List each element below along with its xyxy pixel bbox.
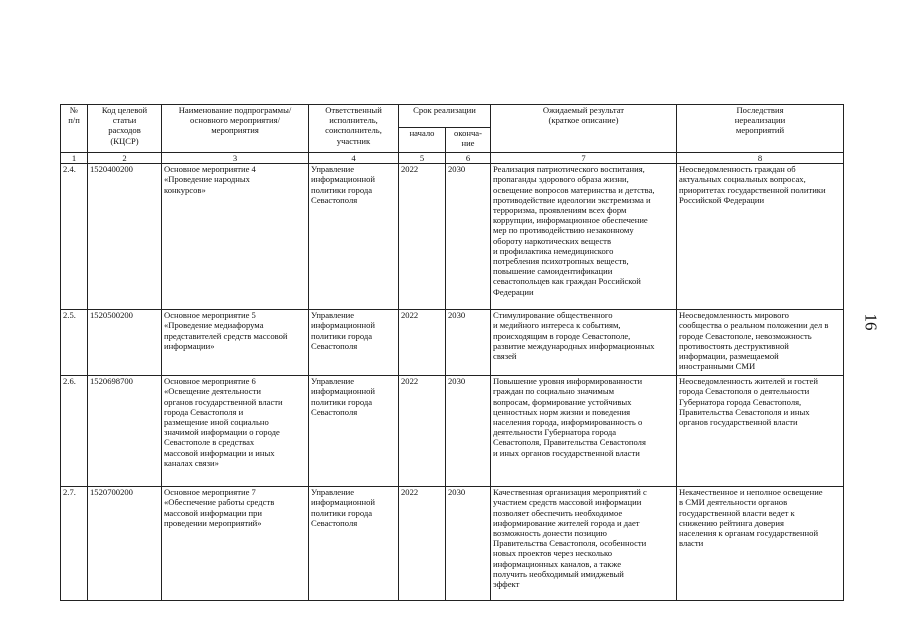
row-start: 2022 [399, 376, 446, 487]
row-consequences: Некачественное и неполное освещение в СМИ деятельности органов государственной власти ведет к снижению рейтинга доверия населения к органам государственной власти [677, 487, 844, 601]
row-responsible: Управление информационной политики города Севастополя [309, 164, 399, 310]
column-number: 2 [88, 153, 162, 164]
column-number-row [61, 153, 844, 164]
row-code: 1520500200 [88, 310, 162, 376]
row-num: 2.5. [61, 310, 88, 376]
header-result: Ожидаемый результат (краткое описание) [491, 105, 677, 153]
table-row [61, 376, 844, 487]
row-responsible: Управление информационной политики города Севастополя [309, 310, 399, 376]
column-number: 7 [491, 153, 677, 164]
header-name: Наименование подпрограммы/ основного мероприятия/ мероприятия [162, 105, 309, 153]
row-result: Повышение уровня информированности граждан по социально значимым вопросам, формирование устойчивых ценностных норм жизни и поведения населения города, информированность о деятельности Губернатора города Севастополя, Правительства Севастополя и иных органов государственной власти [491, 376, 677, 487]
row-name: Основное мероприятие 4 «Проведение народных конкурсов» [162, 164, 309, 310]
row-start: 2022 [399, 487, 446, 601]
row-consequences: Неосведомленность мирового сообщества о реальном положении дел в городе Севастополе, невозможность противостоять деструктивной информации, размещаемой иностранными СМИ [677, 310, 844, 376]
table-row [61, 310, 844, 376]
row-consequences: Неосведомленность граждан об актуальных социальных вопросах, приоритетах государственной политики Российской Федерации [677, 164, 844, 310]
row-result: Качественная организация мероприятий с участием средств массовой информации позволяет обеспечить необходимое информирование жителей города и дает возможность донести позицию Правительства Севастополя, особенности новых проектов через несколько информационных каналов, а также получить необходимый имиджевый эффект [491, 487, 677, 601]
row-responsible: Управление информационной политики города Севастополя [309, 376, 399, 487]
row-end: 2030 [446, 310, 491, 376]
column-number: 5 [399, 153, 446, 164]
table-row [61, 164, 844, 310]
column-number: 8 [677, 153, 844, 164]
row-end: 2030 [446, 376, 491, 487]
header-consequences: Последствия нереализации мероприятий [677, 105, 844, 153]
header-responsible: Ответственный исполнитель, соисполнитель, участник [309, 105, 399, 153]
row-code: 1520700200 [88, 487, 162, 601]
row-code: 1520698700 [88, 376, 162, 487]
row-consequences: Неосведомленность жителей и гостей города Севастополя о деятельности Губернатора города Севастополя, Правительства Севастополя и иных органов государственной власти [677, 376, 844, 487]
measures-table [60, 104, 844, 601]
header-end: оконча- ние [446, 128, 491, 153]
header-num: № п/п [61, 105, 88, 153]
row-result: Стимулирование общественного и медийного интереса к событиям, происходящим в городе Севастополе, развитие международных информационных связей [491, 310, 677, 376]
row-result: Реализация патриотического воспитания, пропаганды здорового образа жизни, освещение вопросов материнства и детства, противодействие идеологии экстремизма и терроризма, проявлениям всех форм коррупции, информационное обеспечение мер по противодействию незаконному обороту наркотических веществ и профилактика немедицинского потребления психотропных веществ, повышение самоидентификации севастопольцев как граждан Российской Федерации [491, 164, 677, 310]
column-number: 4 [309, 153, 399, 164]
table-header-row [61, 105, 844, 128]
row-start: 2022 [399, 164, 446, 310]
row-start: 2022 [399, 310, 446, 376]
row-responsible: Управление информационной политики города Севастополя [309, 487, 399, 601]
row-num: 2.6. [61, 376, 88, 487]
page-number: 16 [861, 313, 881, 331]
table-row [61, 487, 844, 601]
row-name: Основное мероприятие 7 «Обеспечение работы средств массовой информации при проведении мероприятий» [162, 487, 309, 601]
column-number: 6 [446, 153, 491, 164]
row-end: 2030 [446, 164, 491, 310]
row-name: Основное мероприятие 6 «Освещение деятельности органов государственной власти города Севастополя и размещение иной социально значимой информации о городе Севастополе в средствах массовой информации и иных каналах связи» [162, 376, 309, 487]
header-code: Код целевой статьи расходов (КЦСР) [88, 105, 162, 153]
header-start: начало [399, 128, 446, 153]
row-code: 1520400200 [88, 164, 162, 310]
row-num: 2.4. [61, 164, 88, 310]
row-end: 2030 [446, 487, 491, 601]
column-number: 1 [61, 153, 88, 164]
row-num: 2.7. [61, 487, 88, 601]
header-period: Срок реализации [399, 105, 491, 128]
column-number: 3 [162, 153, 309, 164]
row-name: Основное мероприятие 5 «Проведение медиафорума представителей средств массовой информации» [162, 310, 309, 376]
